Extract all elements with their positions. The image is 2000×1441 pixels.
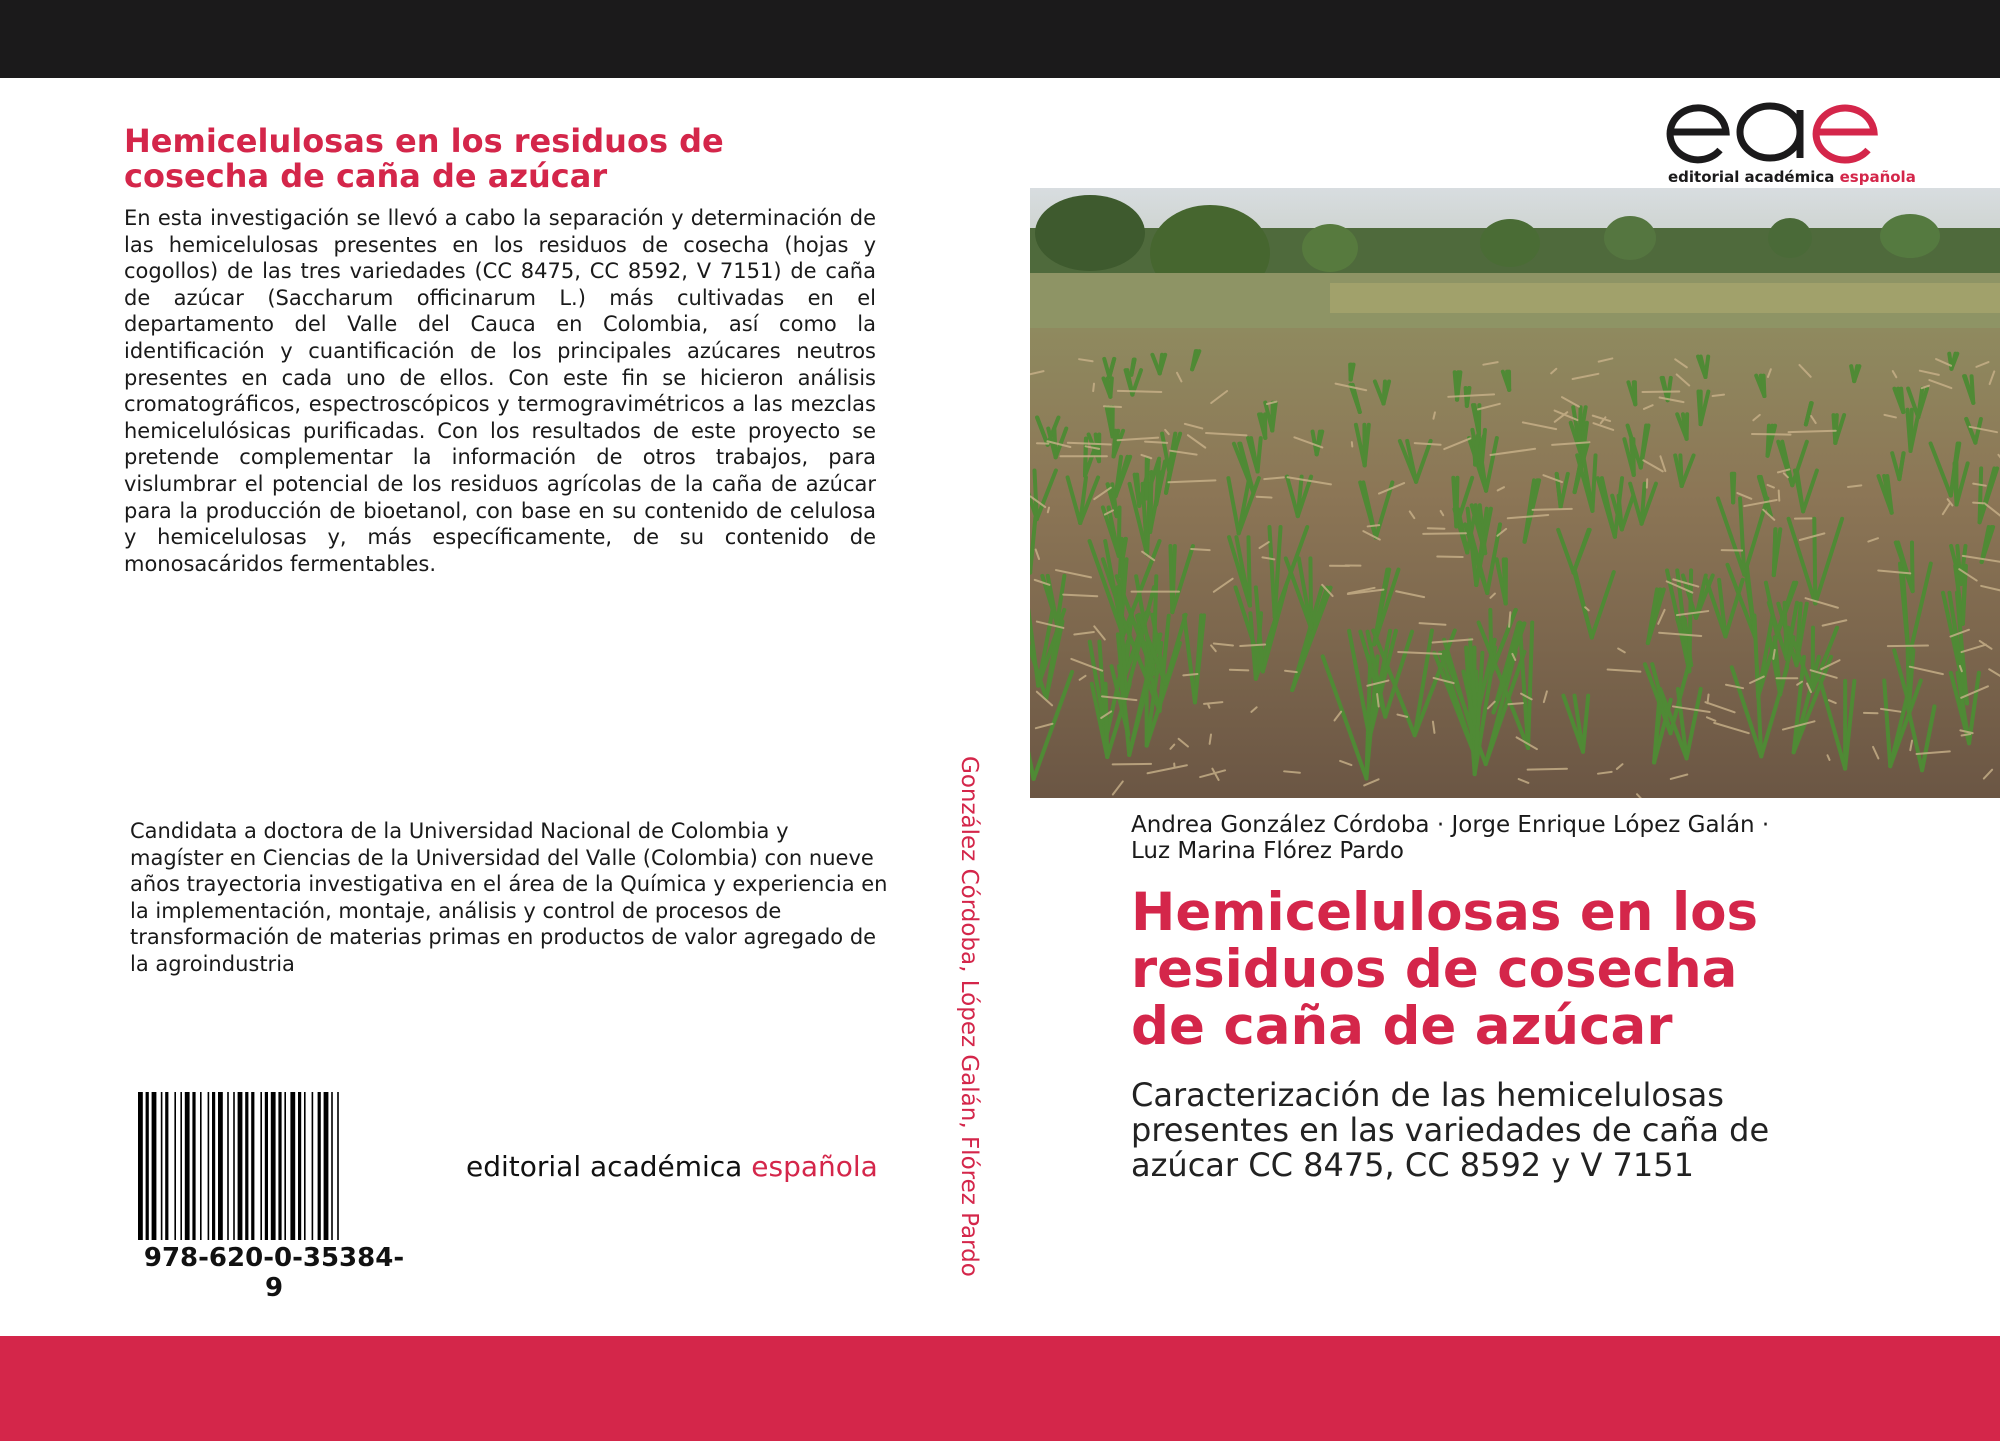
sprout-leaf bbox=[1835, 415, 1837, 443]
barcode-bar bbox=[331, 1092, 333, 1240]
straw-stalk bbox=[1093, 384, 1094, 391]
barcode-bar bbox=[278, 1092, 281, 1240]
sprout-leaf bbox=[1248, 537, 1249, 605]
sugarcane-field-photo bbox=[1030, 188, 2000, 798]
sprout-leaf bbox=[1467, 388, 1469, 406]
subtitle-line: Caracterización de las hemicelulosas bbox=[1131, 1076, 1724, 1114]
sprout-leaf bbox=[1774, 529, 1776, 575]
barcode-bar bbox=[312, 1092, 314, 1240]
straw-stalk bbox=[1789, 431, 1836, 432]
barcode-bar bbox=[304, 1092, 306, 1240]
top-dark-band bbox=[0, 0, 2000, 78]
barcode-bar bbox=[245, 1092, 248, 1240]
field-illustration bbox=[1030, 188, 2000, 798]
sprout-leaf bbox=[1131, 360, 1133, 375]
straw-stalk bbox=[1533, 509, 1572, 510]
barcode-bar bbox=[227, 1092, 229, 1240]
authors-line: Andrea González Córdoba · Jorge Enrique López Galán · bbox=[1131, 812, 1770, 838]
straw-stalk bbox=[1285, 671, 1297, 672]
sprout-leaf bbox=[1475, 436, 1477, 465]
straw-stalk bbox=[1048, 508, 1049, 513]
author-bio-line: años trayectoria investigativa en el área de la Química y experiencia en bbox=[130, 872, 888, 897]
author-bio-line: la agroindustria bbox=[130, 951, 295, 976]
straw-stalk bbox=[1508, 703, 1522, 704]
publisher-name-back bbox=[466, 1150, 878, 1183]
spine bbox=[956, 756, 1001, 1277]
barcode-bar bbox=[165, 1092, 168, 1240]
straw-stalk bbox=[1973, 503, 1985, 504]
author-bio-line: transformación de materias primas en productos de valor agregado de bbox=[130, 925, 877, 950]
barcode-bar bbox=[318, 1092, 321, 1240]
straw-stalk bbox=[1509, 612, 1510, 627]
sprout-leaf bbox=[1580, 407, 1581, 445]
straw-stalk bbox=[1118, 391, 1161, 392]
straw-stalk bbox=[1191, 549, 1210, 550]
author-bio-line: la implementación, montaje, análisis y control de procesos de bbox=[130, 898, 782, 923]
straw-stalk bbox=[1423, 533, 1466, 534]
logo-caption-main: editorial académica bbox=[1668, 168, 1840, 186]
straw-stalk bbox=[1713, 395, 1724, 396]
straw-stalk bbox=[1208, 704, 1209, 708]
barcode-bar bbox=[265, 1092, 268, 1240]
straw-stalk bbox=[1183, 674, 1197, 675]
sprout-leaf bbox=[1689, 570, 1691, 671]
authors-line: Luz Marina Flórez Pardo bbox=[1131, 838, 1404, 864]
barcode-bar bbox=[218, 1092, 223, 1240]
eae-logo-icon bbox=[1664, 96, 1888, 166]
barcode-bar bbox=[161, 1092, 163, 1240]
back-cover-blurb: En esta investigación se llevó a cabo la separación y determinación de las hemicelulosas presentes en los residuos de cosecha (hojas y cogollos) de las tres variedades (CC 8475, CC 8592, V 7151) de caña de azúcar (Saccharum officinarum L.) más cultivadas en el departamento del Valle del Cauca en Colombia, así como la identificación y cuantificación de los principales azúcares neutros presentes en cada uno de ellos. Con este fin se hicieron análisis cromatográficos, espectroscópicos y termogravimétricos a las mezclas hemicelulósicas purificadas. Con los resultados de este proyecto se pretende complementar la información de otros trabajos, para vislumbrar el potencial de los residuos agrícolas de la caña de azúcar para la producción de bioetanol, con base en su contenido de celulosa y hemicelulosas y, más específicamente, de su contenido de monosacáridos fermentables. bbox=[124, 206, 876, 576]
barcode-bar bbox=[290, 1092, 295, 1240]
logo-caption bbox=[1668, 168, 1916, 186]
back-cover-title bbox=[124, 124, 884, 194]
publisher-logo bbox=[1664, 96, 1916, 188]
barcode-bar bbox=[337, 1092, 339, 1240]
sprout-leaf bbox=[1814, 519, 1815, 604]
straw-stalk bbox=[1773, 650, 1774, 659]
front-cover-title bbox=[1131, 884, 1971, 1055]
spine-authors: González Córdoba, López Galán, Flórez Pardo bbox=[956, 756, 982, 1277]
barcode-bar bbox=[192, 1092, 195, 1240]
publisher-name-accent: española bbox=[751, 1150, 878, 1183]
barcode-bar bbox=[233, 1092, 235, 1240]
barcode-bar bbox=[138, 1092, 143, 1240]
sprout-leaf bbox=[1911, 410, 1912, 451]
straw-stalk bbox=[1104, 406, 1121, 407]
author-bio-line: Candidata a doctora de la Universidad Nacional de Colombia y bbox=[130, 819, 789, 843]
author-bio-line: magíster en Ciencias de la Universidad del Valle (Colombia) con nueve bbox=[130, 845, 874, 870]
front-title-line: residuos de cosecha bbox=[1131, 939, 1738, 1000]
logo-caption-accent: española bbox=[1839, 168, 1916, 186]
barcode-bar bbox=[208, 1092, 210, 1240]
sprout-leaf bbox=[1170, 546, 1172, 612]
subtitle-line: presentes en las variedades de caña de bbox=[1131, 1111, 1770, 1149]
straw-stalk bbox=[1210, 735, 1211, 744]
back-title-line: Hemicelulosas en los residuos de bbox=[124, 122, 724, 160]
barcode-bar bbox=[284, 1092, 286, 1240]
sprout-leaf bbox=[1733, 474, 1734, 503]
barcode-bar bbox=[212, 1092, 215, 1240]
subtitle-line: azúcar CC 8475, CC 8592 y V 7151 bbox=[1131, 1146, 1694, 1184]
barcode-bar bbox=[152, 1092, 157, 1240]
front-authors bbox=[1131, 812, 1971, 864]
barcode-bar bbox=[251, 1092, 254, 1240]
straw-stalk bbox=[1779, 490, 1780, 500]
straw-stalk bbox=[1528, 769, 1567, 770]
sprout-leaf bbox=[1490, 610, 1491, 673]
straw-stalk bbox=[1752, 434, 1791, 435]
sprout-leaf bbox=[1110, 378, 1111, 396]
author-bio bbox=[130, 818, 888, 978]
barcode-bar bbox=[260, 1092, 262, 1240]
barcode-bar bbox=[238, 1092, 243, 1240]
isbn-number: 978-620-0-35384-9 bbox=[143, 1243, 405, 1303]
straw-stalk bbox=[1368, 525, 1380, 526]
sprout-leaf bbox=[1507, 372, 1509, 390]
sprout-leaf bbox=[1764, 376, 1765, 396]
barcode-bar bbox=[200, 1092, 202, 1240]
front-cover-subtitle bbox=[1131, 1078, 1971, 1183]
back-title-line: cosecha de caña de azúcar bbox=[124, 157, 608, 195]
sprout-leaf bbox=[1698, 392, 1700, 425]
bottom-accent-band bbox=[0, 1336, 2000, 1441]
publisher-name-main: editorial académica bbox=[466, 1150, 752, 1183]
straw-stalk bbox=[1257, 497, 1272, 498]
sprout-leaf bbox=[1351, 365, 1352, 380]
sprout-leaf bbox=[1634, 382, 1635, 404]
barcode-bar bbox=[146, 1092, 149, 1240]
barcode-bar bbox=[180, 1092, 182, 1240]
barcode bbox=[136, 1092, 412, 1240]
barcode-bar bbox=[185, 1092, 190, 1240]
straw-stalk bbox=[1230, 670, 1248, 671]
front-title-line: de caña de azúcar bbox=[1131, 996, 1673, 1057]
barcode-bar bbox=[324, 1092, 329, 1240]
barcode-bar bbox=[174, 1092, 176, 1240]
front-title-line: Hemicelulosas en los bbox=[1131, 882, 1759, 943]
barcode-bar bbox=[298, 1092, 301, 1240]
straw-stalk bbox=[1888, 646, 1928, 647]
barcode-bar bbox=[271, 1092, 276, 1240]
straw-stalk bbox=[1145, 442, 1167, 443]
